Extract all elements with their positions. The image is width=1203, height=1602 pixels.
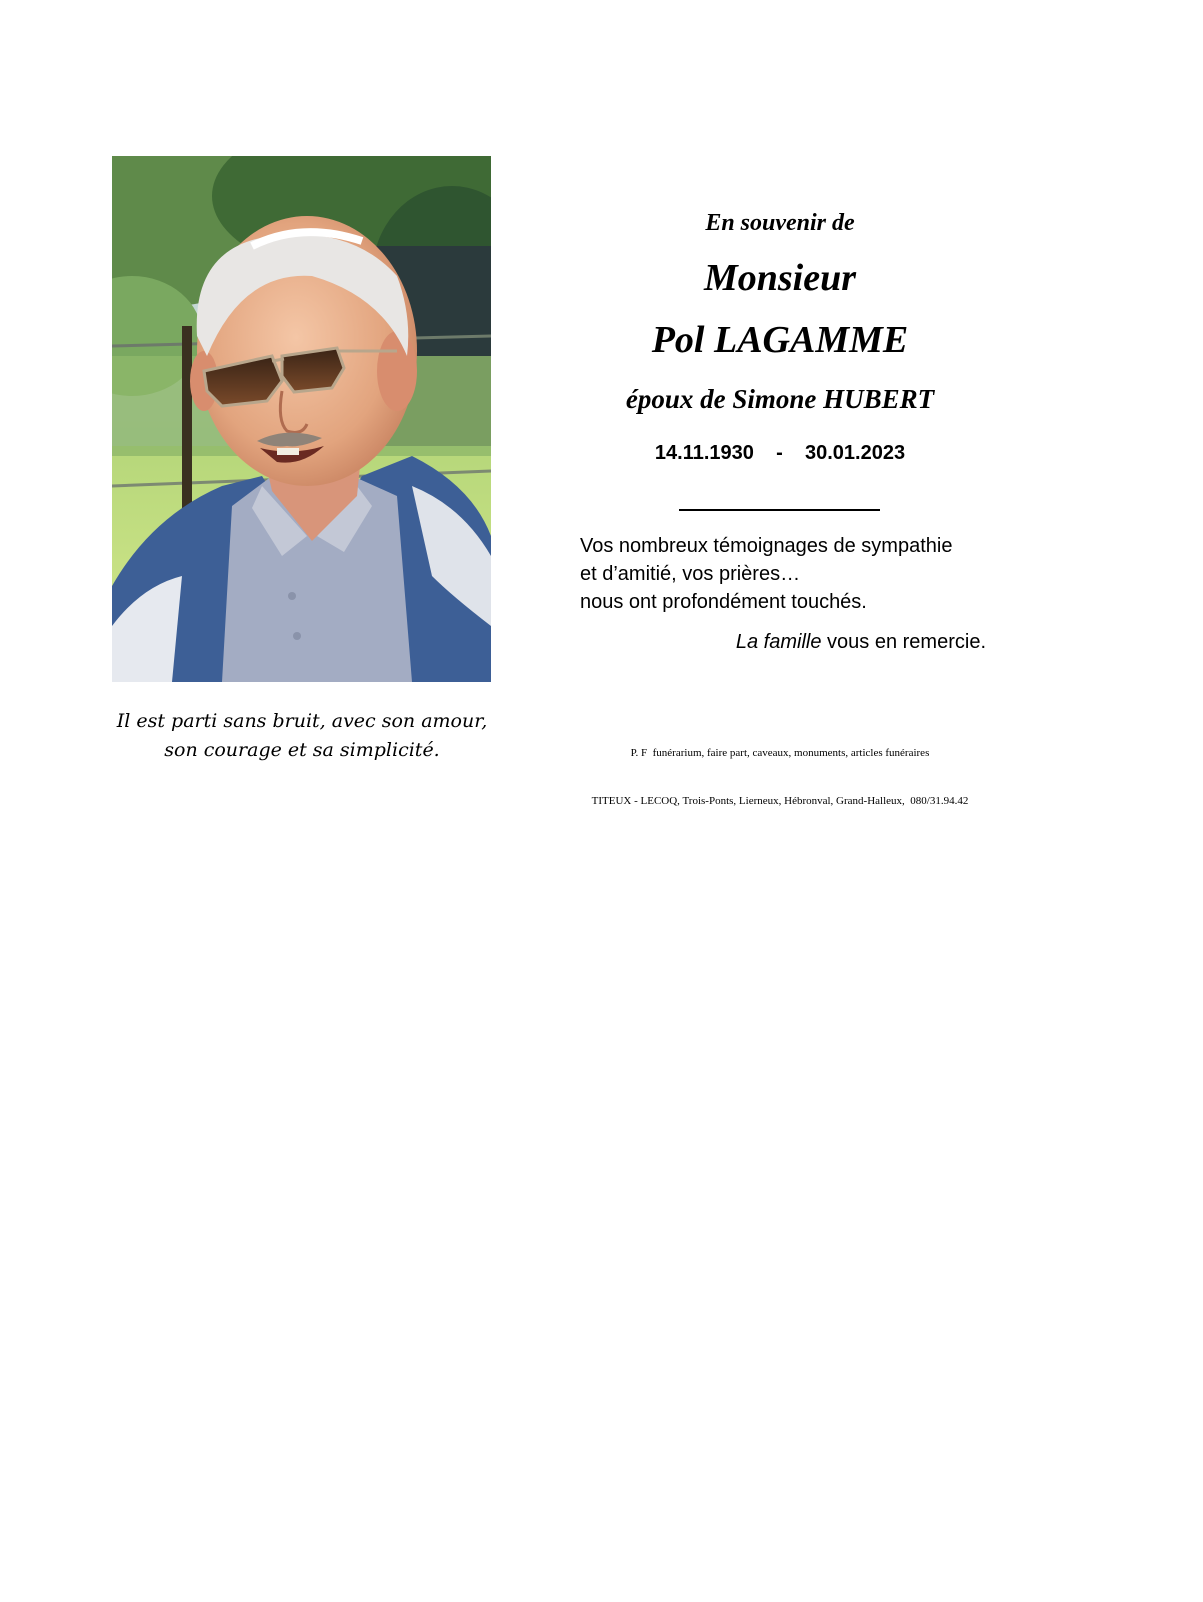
deceased-name: Pol LAGAMME [651, 319, 909, 361]
memorial-notice [560, 205, 1000, 467]
thanks-line-3: nous ont profondément touchés. [580, 591, 867, 613]
thanks-line-2: et d’amitié, vos prières… [580, 563, 801, 585]
thanks-line-1: Vos nombreux témoignages de sympathie [580, 535, 953, 557]
footer-line-2: TITEUX - LECOQ, Trois-Ponts, Lierneux, Hébronval, Grand-Halleux, 080/31.94.42 [591, 795, 969, 807]
footer-line-1: P. F funérarium, faire part, caveaux, monuments, articles funéraires [630, 747, 930, 759]
family-signature [580, 628, 986, 656]
signature-italic: La famille [735, 631, 822, 653]
spouse-line: époux de Simone HUBERT [625, 384, 935, 414]
memorial-quote [100, 707, 504, 765]
portrait-photo [112, 156, 491, 682]
quote-line-2: son courage et sa simplicité. [164, 739, 440, 761]
life-dates: 14.11.1930 - 30.01.2023 [654, 442, 906, 464]
quote-line-1: Il est parti sans bruit, avec son amour, [116, 710, 488, 732]
honorific-title: Monsieur [703, 257, 857, 299]
intro-text: En souvenir de [705, 210, 855, 236]
funeral-home-footer [540, 713, 1020, 825]
thanks-message [580, 532, 1000, 616]
signature-rest: vous en remercie. [821, 631, 986, 653]
divider-line [679, 509, 880, 511]
